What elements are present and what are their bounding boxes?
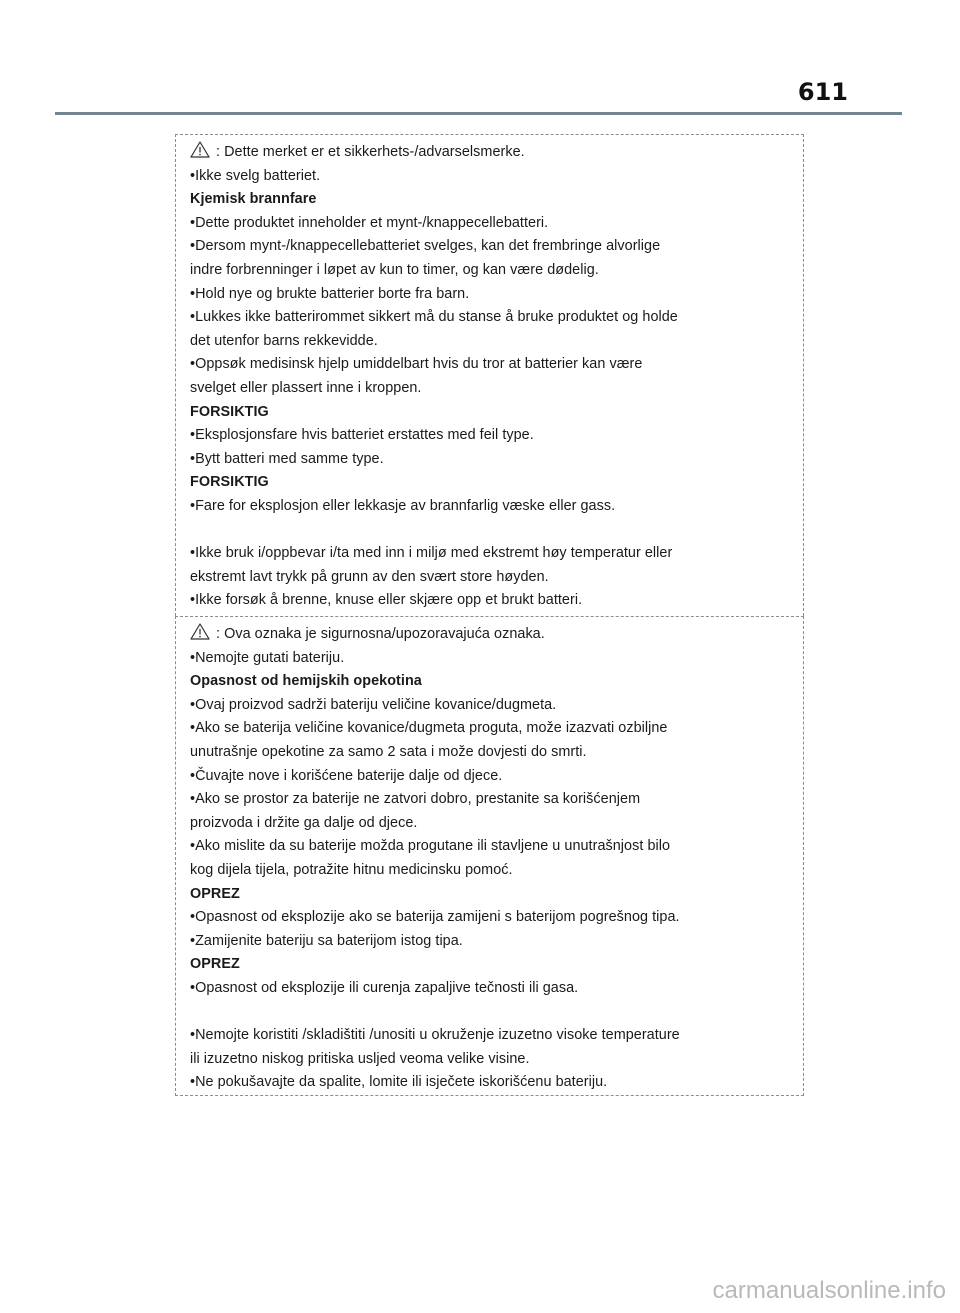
text-line (190, 977, 803, 1001)
line-text: Kjemisk brannfare (190, 191, 317, 208)
header-rule (55, 112, 902, 115)
text-line (190, 330, 803, 354)
line-text: kog dijela tijela, potražite hitnu medicinsku pomoć. (190, 861, 513, 878)
text-line (190, 495, 803, 519)
line-text: FORSIKTIG (190, 403, 269, 420)
text-line (190, 212, 803, 236)
watermark: carmanualsonline.info (712, 1277, 946, 1304)
section-heading (190, 401, 803, 425)
section-heading (190, 883, 803, 907)
warning-triangle-icon (190, 623, 210, 640)
line-text: proizvoda i držite ga dalje od djece. (190, 814, 418, 831)
text-line (190, 812, 803, 836)
text-line (190, 1071, 803, 1095)
line-text: •Opasnost od eksplozije ili curenja zapaljive tečnosti ili gasa. (190, 979, 579, 996)
line-text: •Fare for eksplosjon eller lekkasje av brannfarlig væske eller gass. (190, 497, 616, 514)
line-text: •Nemojte koristiti /skladištiti /unositi u okruženje izuzetno visoke temperature (190, 1027, 680, 1044)
line-text: OPREZ (190, 885, 240, 902)
line-text: •Dersom mynt-/knappecellebatteriet svelges, kan det frembringe alvorlige (190, 238, 661, 255)
section-heading (190, 471, 803, 495)
line-text: •Ako se baterija veličine kovanice/dugmeta proguta, može izazvati ozbiljne (190, 720, 668, 737)
line-text: •Ikke bruk i/oppbevar i/ta med inn i miljø med ekstremt høy temperatur eller (190, 545, 673, 562)
text-line (190, 566, 803, 590)
line-text: •Čuvajte nove i korišćene baterije dalje od djece. (190, 767, 503, 784)
section-heading (190, 953, 803, 977)
line-text: •Bytt batteri med samme type. (190, 450, 384, 467)
line-text: •Eksplosjonsfare hvis batteriet erstattes med feil type. (190, 427, 534, 444)
line-text: •Dette produktet inneholder et mynt-/knappecellebatteri. (190, 214, 549, 231)
text-line (190, 424, 803, 448)
text-line (190, 1048, 803, 1072)
line-text: FORSIKTIG (190, 474, 269, 491)
warning-triangle-icon (190, 141, 210, 158)
line-text: •Hold nye og brukte batterier borte fra barn. (190, 285, 470, 302)
line-text: indre forbrenninger i løpet av kun to timer, og kan være dødelig. (190, 261, 599, 278)
line-text: •Lukkes ikke batterirommet sikkert må du stanse å bruke produktet og holde (190, 309, 678, 326)
text-line (190, 235, 803, 259)
text-line (190, 259, 803, 283)
text-line (190, 647, 803, 671)
croatian-warning-box (175, 616, 804, 1096)
text-line (190, 694, 803, 718)
text-line (190, 623, 803, 647)
text-line (190, 717, 803, 741)
line-text: •Ako mislite da su baterije možda progutane ili stavljene u unutrašnjost bilo (190, 838, 671, 855)
line-text: •Ikke svelg batteriet. (190, 167, 321, 184)
text-line (190, 930, 803, 954)
line-text: •Ne pokušavajte da spalite, lomite ili isječete iskorišćenu bateriju. (190, 1074, 608, 1091)
text-line (190, 1024, 803, 1048)
section-heading (190, 188, 803, 212)
text-line (190, 906, 803, 930)
section-heading (190, 670, 803, 694)
text-line (190, 835, 803, 859)
text-line (190, 741, 803, 765)
text-line (190, 353, 803, 377)
text-line (190, 141, 803, 165)
line-text: •Opasnost od eksplozije ako se baterija zamijeni s baterijom pogrešnog tipa. (190, 909, 680, 926)
text-line (190, 788, 803, 812)
line-text: unutrašnje opekotine za samo 2 sata i može dovjesti do smrti. (190, 743, 587, 760)
line-text: •Ikke forsøk å brenne, knuse eller skjære opp et brukt batteri. (190, 592, 583, 609)
line-text: : Ova oznaka je sigurnosna/upozoravajuća oznaka. (216, 626, 545, 642)
text-line (190, 306, 803, 330)
line-text: •Nemojte gutati bateriju. (190, 649, 345, 666)
text-line (190, 165, 803, 189)
text-line (190, 448, 803, 472)
page-number: 611 (797, 78, 848, 106)
line-text: •Ako se prostor za baterije ne zatvori dobro, prestanite sa korišćenjem (190, 791, 641, 808)
text-line (190, 589, 803, 613)
text-line (190, 377, 803, 401)
line-text: svelget eller plassert inne i kroppen. (190, 379, 422, 396)
line-text: •Ovaj proizvod sadrži bateriju veličine kovanice/dugmeta. (190, 696, 557, 713)
line-text: •Zamijenite bateriju sa baterijom istog tipa. (190, 932, 463, 949)
line-text: : Dette merket er et sikkerhets-/advarselsmerke. (216, 144, 525, 160)
text-line (190, 283, 803, 307)
text-line (190, 765, 803, 789)
line-text: ekstremt lavt trykk på grunn av den svært store høyden. (190, 568, 549, 585)
line-text: Opasnost od hemijskih opekotina (190, 673, 422, 690)
text-line (190, 859, 803, 883)
line-text: ili izuzetno niskog pritiska usljed veoma velike visine. (190, 1050, 530, 1067)
line-text: •Oppsøk medisinsk hjelp umiddelbart hvis du tror at batterier kan være (190, 356, 643, 373)
norwegian-warning-box (175, 134, 804, 616)
line-text: OPREZ (190, 956, 240, 973)
text-line (190, 542, 803, 566)
line-text: det utenfor barns rekkevidde. (190, 332, 378, 349)
